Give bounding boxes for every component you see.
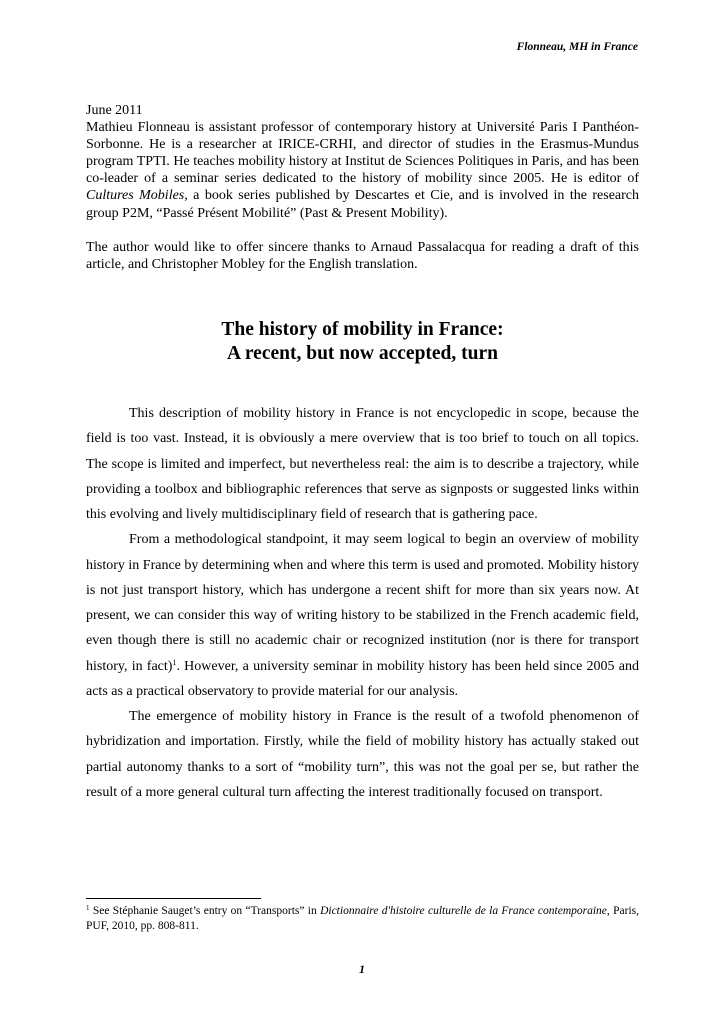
footnote: $^1$ See Stéphanie Sauget’s entry on “Transports” in Dictionnaire d'histoire culturelle de la France contemporaine, Paris, PUF, 2010, pp. 808-811. [86, 904, 639, 932]
paragraph-1: This description of mobility history in France is not encyclopedic in scope, because the field is too vast. Instead, it is obviously a mere overview that is too brief to touch on all topics. The scope is limited and imperfect, but nevertheless real: the aim is to describe a trajectory, while providing a toolbox and bibliographic references that serve as signposts or suggested links within this evolving and lively multidisciplinary field of research that is gathering pace. [86, 406, 639, 522]
bio-date: June 2011 [86, 103, 143, 118]
page-number: 1 [359, 962, 365, 976]
title-line-2: A recent, but now accepted, turn [227, 342, 498, 364]
footnote-italic-title: Dictionnaire d'histoire culturelle de la France contemporaine [320, 905, 607, 917]
article-body [86, 401, 639, 805]
book-series-title: Cultures Mobiles [86, 188, 185, 204]
paragraph-2: From a methodological standpoint, it may seem logical to begin an overview of mobility history in France by determining when and where this term is used and promoted. Mobility history is not just transport history, which has undergone a recent shift for more than six years now. At present, we can consider this way of writing history to be stabilized in the French academic field, even though there is still no academic chair or recognized institution (nor is there for transport history, in fact)$^1$. However, a university seminar in mobility history has been held since 2005 and acts as a practical observatory to provide material for our analysis. [86, 532, 639, 699]
running-header: Flonneau, MH in France [516, 41, 638, 53]
acknowledgement: The author would like to offer sincere thanks to Arnaud Passalacqua for reading a draft of this article, and Christopher Mobley for the English translation. [86, 239, 639, 272]
footnote-reference[interactable]: 1 [172, 657, 177, 667]
author-bio: June 2011 Mathieu Flonneau is assistant professor of contemporary history at Université Paris I Panthéon-Sorbonne. He is a researcher at IRICE-CRHI, and director of studies in the Erasmus-Mundus program TPTI. He teaches mobility history at Institut de Sciences Politiques in Paris, and has been co-leader of a seminar series dedicated to the history of mobility since 2005. He is editor of Cultures Mobiles, a book series published by Descartes et Cie, and is involved in the research group P2M, “Passé Présent Mobilité” (Past & Present Mobility). [86, 103, 640, 221]
title-line-1: The history of mobility in France: [221, 319, 504, 340]
author-bio-block [86, 102, 639, 273]
paragraph-3: The emergence of mobility history in France is the result of a twofold phenomenon of hybridization and importation. Firstly, while the field of mobility history has actually staked out partial autonomy thanks to a sort of “mobility turn”, this was not the goal per se, but rather the result of a more general cultural turn affecting the interest traditionally focused on transport. [86, 709, 639, 800]
footnote-separator [86, 898, 261, 899]
article-title [86, 318, 639, 365]
footnote-mark: 1 [86, 904, 90, 912]
